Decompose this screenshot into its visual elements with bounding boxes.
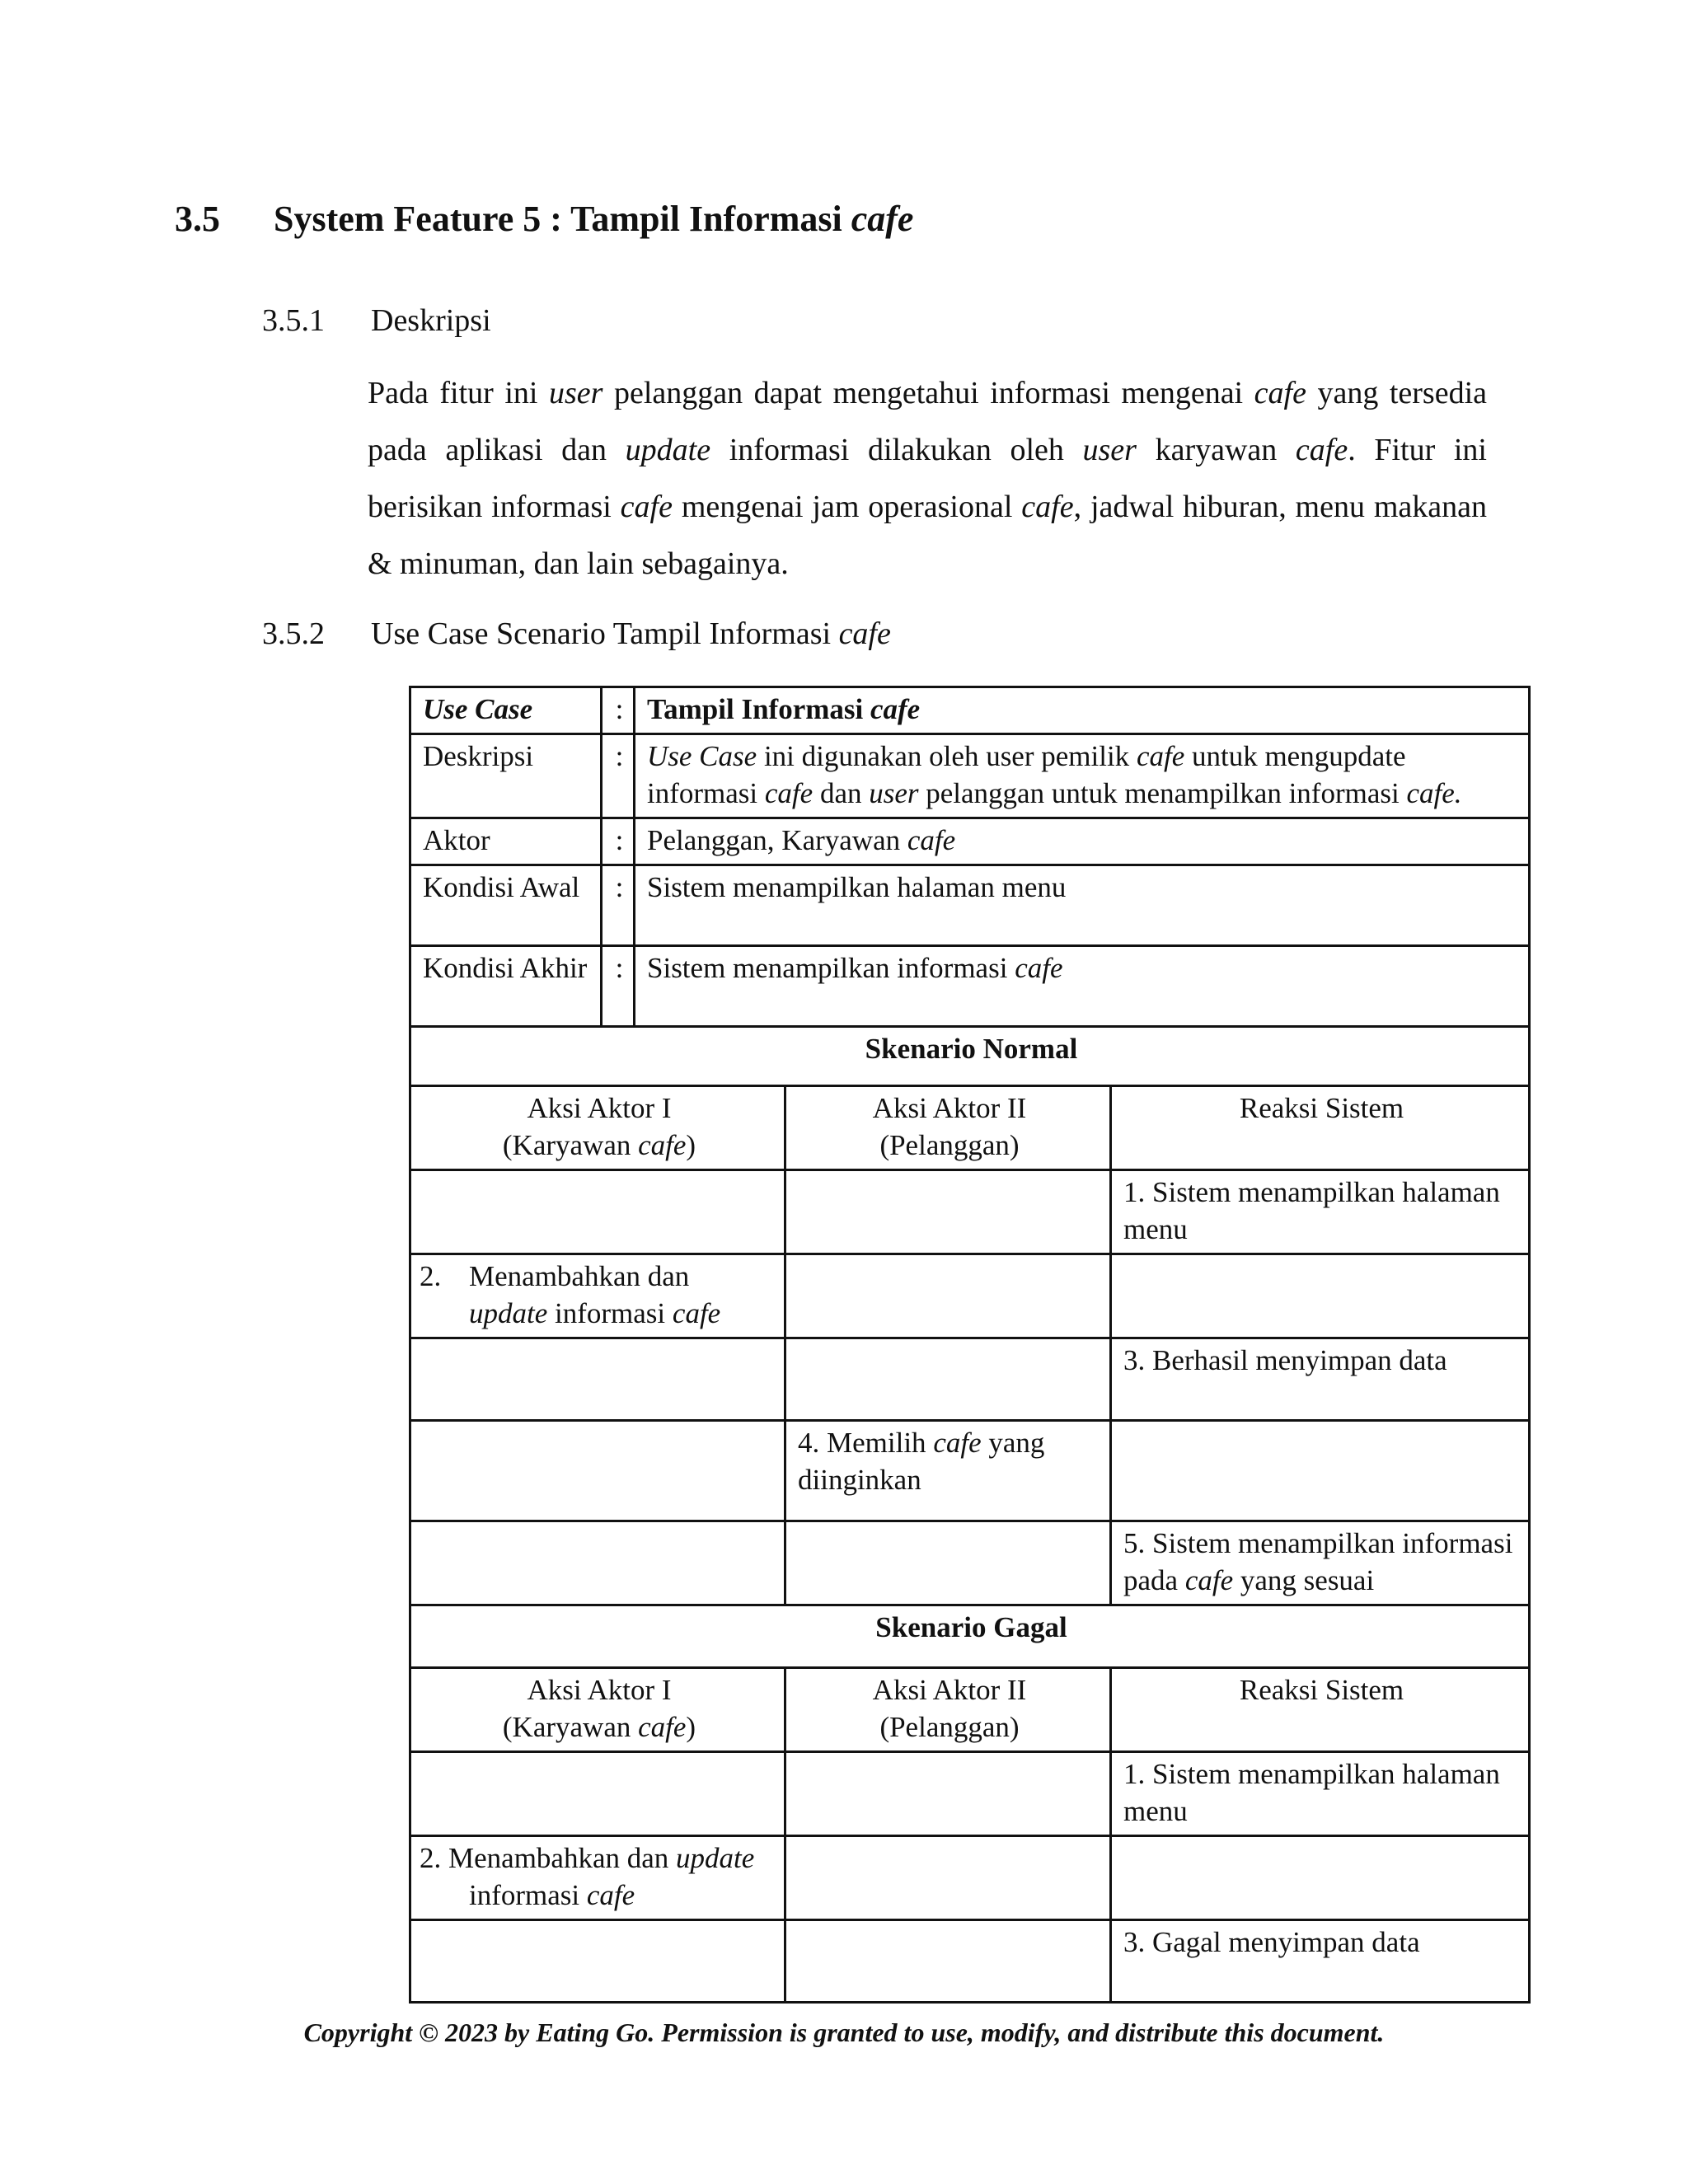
section-title-em: cafe <box>851 199 914 239</box>
desc-text: informasi dilakukan oleh <box>710 433 1083 467</box>
kondisi-akhir-value-cell <box>635 946 1530 1027</box>
desc-value-cell <box>635 734 1530 818</box>
table-row <box>410 734 1530 818</box>
subsection-2-title-text: Use Case Scenario Tampil Informasi <box>371 616 832 651</box>
step-text: informasi <box>469 1879 587 1911</box>
gagal-header-aktor-1 <box>410 1668 785 1752</box>
step-em: update <box>469 1297 548 1329</box>
step-em: cafe <box>1184 1564 1234 1596</box>
subsection-2-title-em: cafe <box>838 616 891 651</box>
table-row <box>410 946 1530 1027</box>
step-em: cafe <box>586 1879 635 1911</box>
step-text: 5. Sistem menampilkan informasi pada <box>1123 1527 1513 1596</box>
desc-value-em: cafe <box>764 777 814 809</box>
header-text: (Pelanggan) <box>879 1711 1020 1743</box>
table-cell <box>785 1752 1111 1836</box>
table-cell <box>410 1521 785 1605</box>
skenario-normal-title: Skenario Normal <box>410 1027 1530 1086</box>
normal-header-reaksi: Reaksi Sistem <box>1111 1086 1530 1170</box>
table-row <box>410 865 1530 946</box>
normal-step-5 <box>1111 1521 1530 1605</box>
aktor-value: Pelanggan, Karyawan <box>647 824 907 856</box>
table-cell <box>785 1170 1111 1254</box>
header-em: cafe <box>638 1711 687 1743</box>
table-row <box>410 1254 1530 1338</box>
kondisi-akhir-label-cell: Kondisi Akhir <box>410 946 602 1027</box>
subsection-1-title: Deskripsi <box>371 303 491 338</box>
table-cell <box>785 1254 1111 1338</box>
use-case-table <box>409 686 1531 2004</box>
table-row <box>410 1086 1530 1170</box>
gagal-header-aktor-2 <box>785 1668 1111 1752</box>
usecase-value-em: cafe <box>870 693 921 725</box>
table-cell <box>410 1338 785 1421</box>
normal-step-3: 3. Berhasil menyimpan data <box>1111 1338 1530 1421</box>
kondisi-awal-value-cell: Sistem menampilkan halaman menu <box>635 865 1530 946</box>
table-row <box>410 687 1530 734</box>
desc-text: , jadwal hiburan, menu makanan & minuman, dan lain sebagainya. <box>368 490 1488 581</box>
table-row <box>410 1170 1530 1254</box>
colon-cell: : <box>602 687 635 734</box>
desc-value-em: Use Case <box>647 740 757 772</box>
step-em: cafe <box>672 1297 721 1329</box>
usecase-value: Tampil Informasi <box>647 693 864 725</box>
table-row <box>410 1836 1530 1920</box>
desc-em: cafe <box>1021 490 1074 524</box>
desc-label-cell: Deskripsi <box>410 734 602 818</box>
step-em: cafe <box>933 1427 982 1459</box>
normal-step-4 <box>785 1421 1111 1521</box>
table-cell <box>785 1920 1111 2003</box>
subsection-2-title <box>371 615 891 653</box>
desc-value-text: ini digunakan oleh user pemilik <box>757 740 1137 772</box>
table-cell <box>1111 1421 1530 1521</box>
aktor-value-em: cafe <box>907 824 956 856</box>
step-num: 2. <box>420 1260 442 1292</box>
table-cell <box>410 1170 785 1254</box>
step-text: 2. Menambahkan dan <box>420 1842 677 1874</box>
desc-em: cafe <box>1295 433 1348 467</box>
aktor-value-cell <box>635 818 1530 865</box>
table-cell <box>785 1338 1111 1421</box>
desc-em: cafe <box>1254 376 1306 410</box>
table-row <box>410 1027 1530 1086</box>
header-text: (Pelanggan) <box>879 1129 1020 1161</box>
table-row <box>410 1521 1530 1605</box>
normal-step-2 <box>410 1254 785 1338</box>
table-cell <box>410 1920 785 2003</box>
step-em: update <box>676 1842 755 1874</box>
gagal-step-3: 3. Gagal menyimpan data <box>1111 1920 1530 2003</box>
description-paragraph <box>368 365 1487 593</box>
skenario-gagal-title: Skenario Gagal <box>410 1605 1530 1668</box>
normal-header-aktor-2 <box>785 1086 1111 1170</box>
table-row <box>410 1752 1530 1836</box>
step-2-block <box>420 1258 776 1332</box>
header-text: ) <box>686 1711 696 1743</box>
desc-em: user <box>1082 433 1137 467</box>
header-text: (Karyawan <box>502 1129 639 1161</box>
desc-text: pelanggan dapat mengetahui informasi mengenai <box>603 376 1254 410</box>
header-text: Aksi Aktor II <box>872 1674 1027 1706</box>
aktor-label-cell: Aktor <box>410 818 602 865</box>
colon-cell: : <box>602 865 635 946</box>
usecase-value-cell <box>635 687 1530 734</box>
desc-em: cafe <box>620 490 673 524</box>
section-number: 3.5 <box>175 199 220 239</box>
desc-em: update <box>625 433 711 467</box>
table-row <box>410 1338 1530 1421</box>
section-title <box>274 198 913 241</box>
desc-text: Pada fitur ini <box>368 376 549 410</box>
gagal-step-1: 1. Sistem menampilkan halaman menu <box>1111 1752 1530 1836</box>
header-text: Aksi Aktor II <box>872 1092 1027 1124</box>
kondisi-akhir-value-em: cafe <box>1015 952 1063 984</box>
colon-cell: : <box>602 818 635 865</box>
copyright-footer: Copyright © 2023 by Eating Go. Permission is granted to use, modify, and distribute this document. <box>303 2018 1385 2047</box>
header-em: cafe <box>638 1129 687 1161</box>
table-cell <box>785 1836 1111 1920</box>
table-cell <box>785 1521 1111 1605</box>
desc-value-text: pelanggan untuk menampilkan informasi <box>918 777 1407 809</box>
table-row <box>410 1421 1530 1521</box>
desc-text: . Fitur ini berisikan informasi <box>368 433 1487 524</box>
header-text: (Karyawan <box>502 1711 639 1743</box>
header-text: ) <box>686 1129 696 1161</box>
usecase-label-cell <box>410 687 602 734</box>
step-text: yang sesuai <box>1233 1564 1375 1596</box>
desc-text: mengenai jam operasional <box>672 490 1022 524</box>
step-text: yang diinginkan <box>798 1427 1045 1496</box>
gagal-header-reaksi: Reaksi Sistem <box>1111 1668 1530 1752</box>
desc-value-em: cafe <box>1136 740 1185 772</box>
table-cell <box>410 1752 785 1836</box>
normal-step-1: 1. Sistem menampilkan halaman menu <box>1111 1170 1530 1254</box>
kondisi-awal-label-cell: Kondisi Awal <box>410 865 602 946</box>
section-title-text: System Feature 5 : Tampil Informasi <box>274 199 842 239</box>
desc-text: karyawan <box>1136 433 1296 467</box>
desc-em: user <box>548 376 603 410</box>
step-text: Menambahkan dan <box>469 1260 690 1292</box>
usecase-label: Use Case <box>423 693 533 725</box>
kondisi-akhir-value: Sistem menampilkan informasi <box>647 952 1015 984</box>
table-cell <box>1111 1254 1530 1338</box>
step-text: informasi <box>547 1297 673 1329</box>
table-row <box>410 1605 1530 1668</box>
header-text: Aksi Aktor I <box>527 1674 672 1706</box>
desc-value-text: untuk mengupdate informasi <box>647 740 1406 809</box>
colon-cell: : <box>602 946 635 1027</box>
header-text: Aksi Aktor I <box>527 1092 672 1124</box>
colon-cell: : <box>602 734 635 818</box>
gagal-step-2 <box>410 1836 785 1920</box>
normal-header-aktor-1 <box>410 1086 785 1170</box>
table-row <box>410 818 1530 865</box>
desc-value-em: user <box>869 777 919 809</box>
desc-value-text: dan <box>813 777 870 809</box>
desc-value-em: cafe. <box>1406 777 1462 809</box>
desc-text: yang tersedia pada aplikasi dan <box>368 376 1488 467</box>
subsection-2-number: 3.5.2 <box>262 616 325 651</box>
table-row <box>410 1668 1530 1752</box>
step-text: 4. Memilih <box>798 1427 934 1459</box>
subsection-1-number: 3.5.1 <box>262 303 325 338</box>
table-row <box>410 1920 1530 2003</box>
table-cell <box>1111 1836 1530 1920</box>
table-cell <box>410 1421 785 1521</box>
